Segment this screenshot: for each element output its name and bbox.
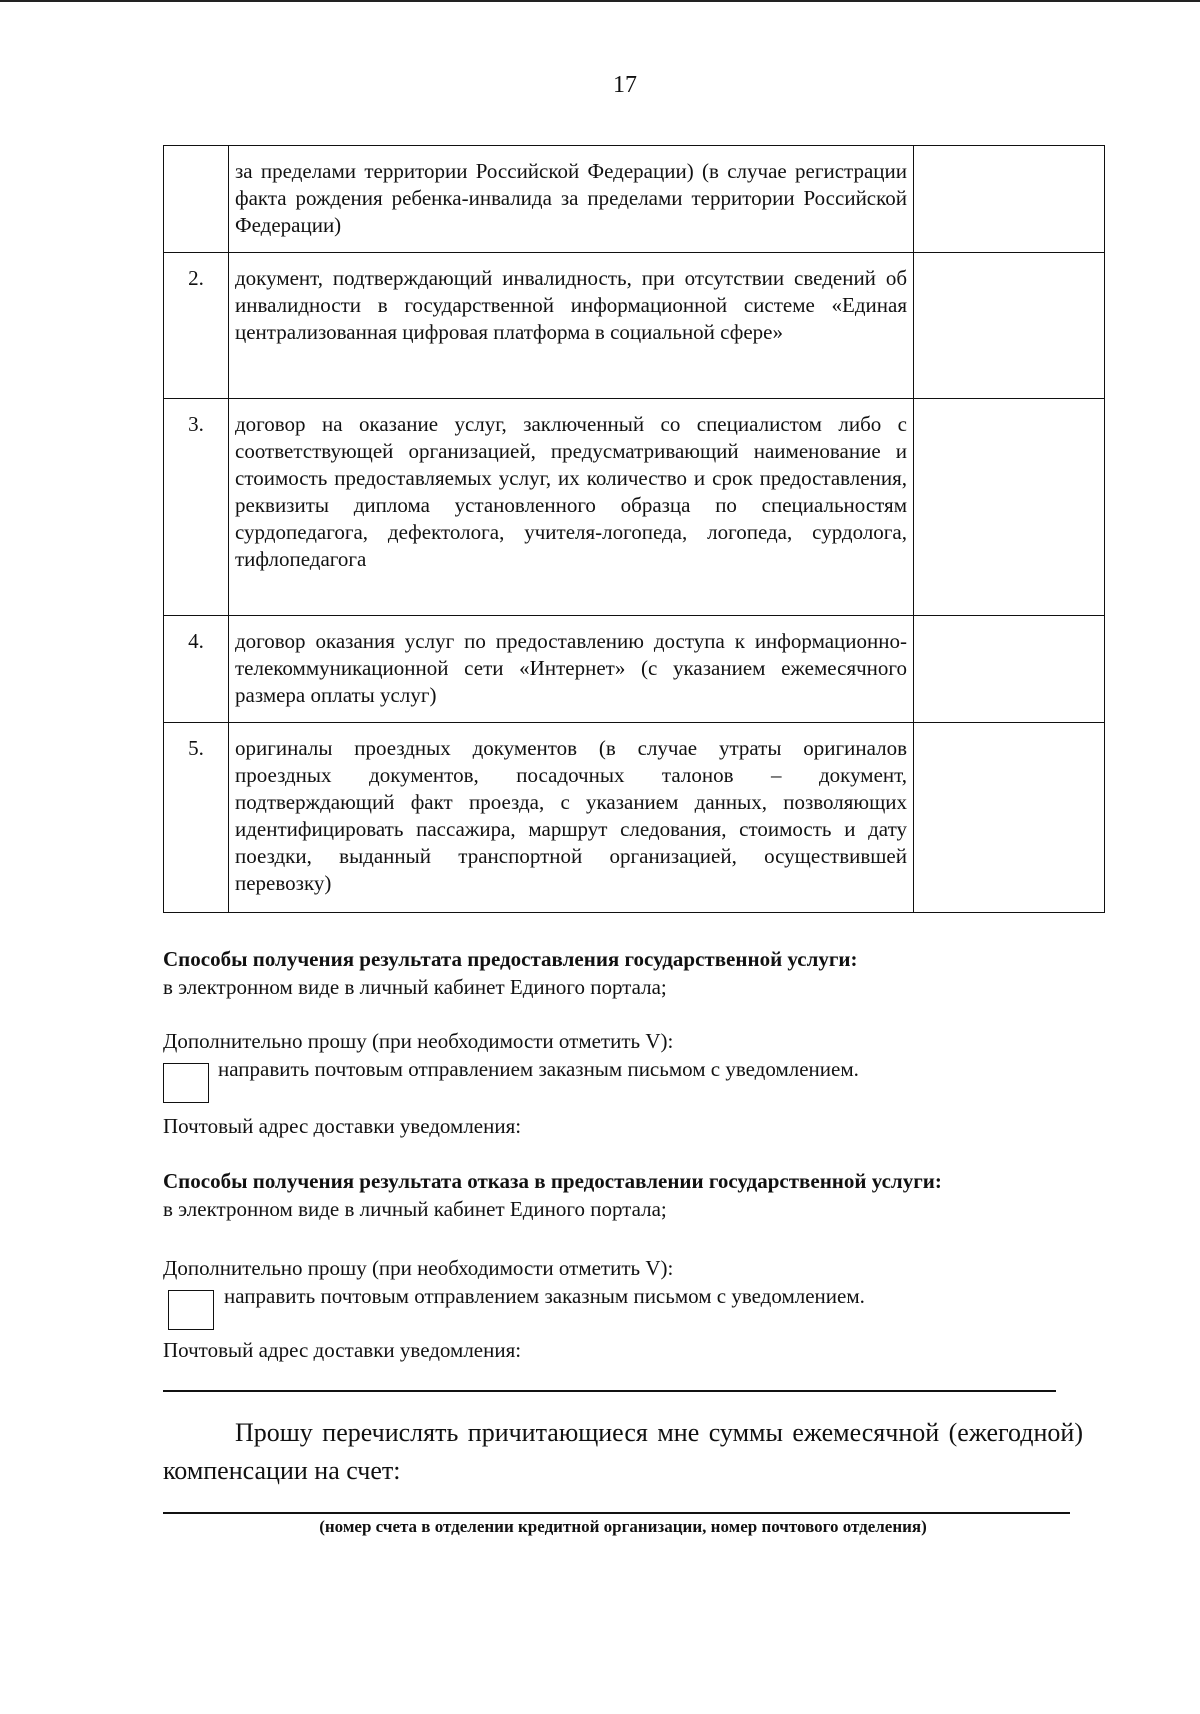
result-additional-text: Дополнительно прошу (при необходимости отметить V): <box>163 1029 674 1053</box>
account-input-line[interactable] <box>163 1512 1070 1514</box>
table-row <box>164 616 1105 723</box>
row-text: оригиналы проездных документов (в случае утраты оригиналов проездных документов, посадочных талонов – документ, подтверждающий факт проезда, с указанием данных, позволяющих идентифицировать пассажира, маршрут следования, стоимость и дату поездки, выданный транспортной организацией, осуществившей перевозку) <box>229 723 914 913</box>
row-mark-cell <box>914 146 1105 253</box>
row-number <box>164 146 229 253</box>
result-methods-heading: Способы получения результата предоставления государственной услуги: <box>163 947 858 971</box>
row-number: 4. <box>164 616 229 723</box>
refusal-address-label: Почтовый адрес доставки уведомления: <box>163 1338 522 1362</box>
row-mark-cell <box>914 253 1105 399</box>
refusal-postal-checkbox[interactable] <box>168 1290 214 1330</box>
transfer-request-text: Прошу перечислять причитающиеся мне суммы ежемесячной (ежегодной) компенсации на счет: <box>163 1418 1083 1485</box>
row-text: за пределами территории Российской Федерации) (в случае регистрации факта рождения ребенка-инвалида за пределами территории Российской Федерации) <box>229 146 914 253</box>
table-row <box>164 723 1105 913</box>
refusal-method-text: в электронном виде в личный кабинет Единого портала; <box>163 1197 667 1221</box>
row-mark-cell <box>914 616 1105 723</box>
row-text: договор на оказание услуг, заключенный со специалистом либо с соответствующей организацией, предусматривающий наименование и стоимость предоставляемых услуг, их количество и срок предоставления, реквизиты диплома установленного образца по специальностям сурдопедагога, дефектолога, учителя-логопеда, логопеда, сурдолога, тифлопедагога <box>229 399 914 616</box>
table-row <box>164 399 1105 616</box>
result-method-text: в электронном виде в личный кабинет Единого портала; <box>163 975 667 999</box>
row-number: 3. <box>164 399 229 616</box>
address-input-line[interactable] <box>163 1390 1056 1392</box>
result-postal-checkbox-label: направить почтовым отправлением заказным письмом с уведомлением. <box>218 1057 859 1081</box>
refusal-methods-heading: Способы получения результата отказа в предоставлении государственной услуги: <box>163 1169 942 1193</box>
result-address-label: Почтовый адрес доставки уведомления: <box>163 1114 522 1138</box>
top-border-line <box>0 0 1200 2</box>
row-text: договор оказания услуг по предоставлению доступа к информационно-телекоммуникационной сети «Интернет» (с указанием ежемесячного размера оплаты услуг) <box>229 616 914 723</box>
row-mark-cell <box>914 399 1105 616</box>
row-text: документ, подтверждающий инвалидность, при отсутствии сведений об инвалидности в государственной информационной системе «Единая централизованная цифровая платформа в социальной сфере» <box>229 253 914 399</box>
refusal-additional-text: Дополнительно прошу (при необходимости отметить V): <box>163 1256 674 1280</box>
refusal-postal-checkbox-label: направить почтовым отправлением заказным письмом с уведомлением. <box>224 1284 865 1308</box>
row-number: 2. <box>164 253 229 399</box>
page-number: 17 <box>613 72 637 98</box>
table-row <box>164 146 1105 253</box>
account-line-caption: (номер счета в отделении кредитной организации, номер почтового отделения) <box>319 1517 927 1536</box>
table-row <box>164 253 1105 399</box>
result-postal-checkbox[interactable] <box>163 1063 209 1103</box>
row-mark-cell <box>914 723 1105 913</box>
row-number: 5. <box>164 723 229 913</box>
documents-table <box>163 145 1105 913</box>
